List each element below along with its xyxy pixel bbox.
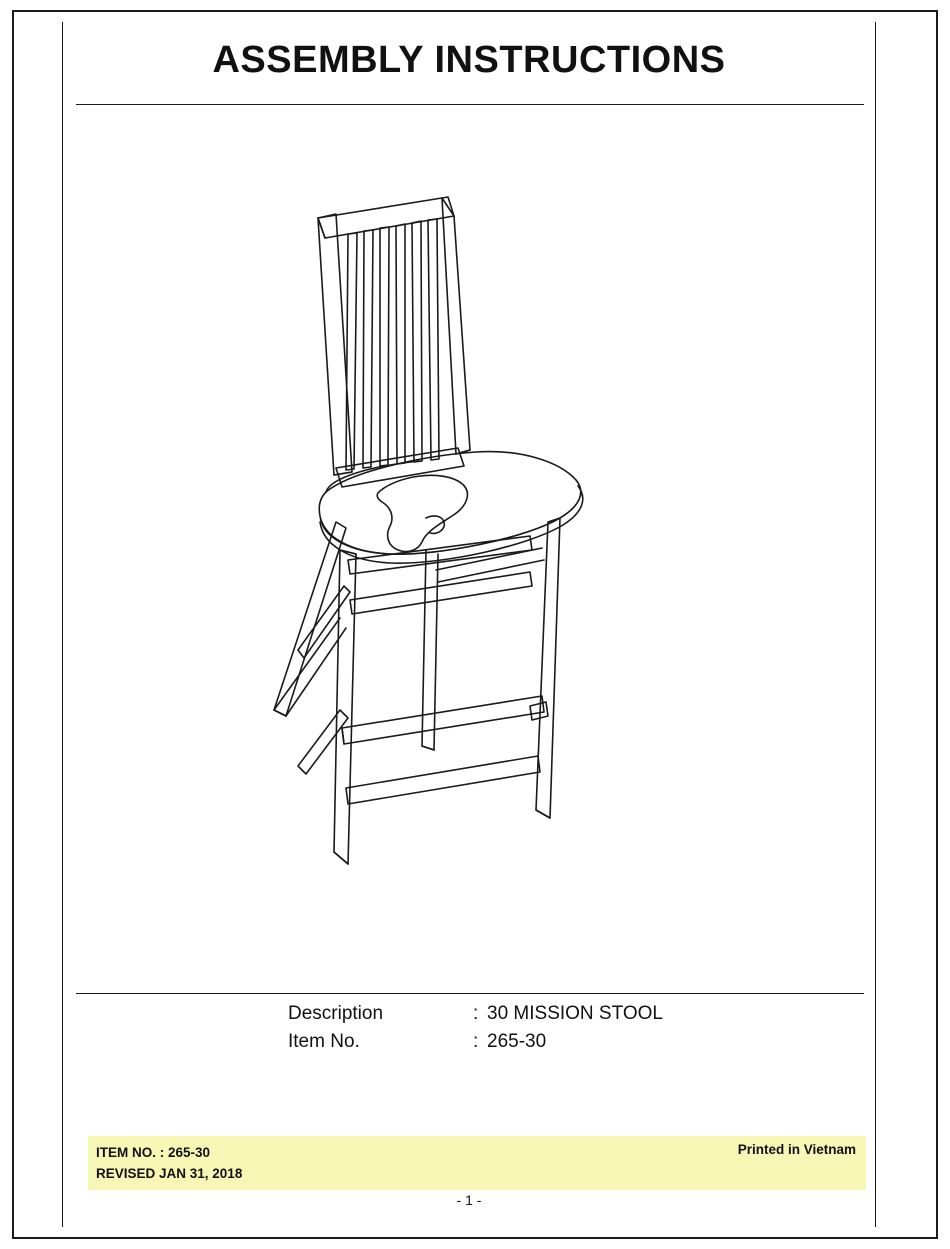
spec-value-item-no: 265-30 [487,1031,547,1052]
page-number: - 1 - [456,1192,482,1208]
stool-illustration [230,150,700,890]
footer-left-text [96,1142,242,1184]
footer-revised-date: REVISED JAN 31, 2018 [96,1166,243,1181]
page-title: ASSEMBLY INSTRUCTIONS [212,39,726,81]
footer-band [88,1136,866,1190]
specification-block [288,1000,848,1056]
spec-colon-description: : [473,1003,479,1024]
spec-row-description [288,1000,848,1028]
description-divider [76,993,864,994]
spec-colon-item-no: : [473,1031,479,1052]
spec-value-description: 30 MISSION STOOL [487,1003,663,1024]
spec-row-item-no [288,1028,848,1056]
spec-label-description: Description [288,1003,384,1024]
page-title-container [62,40,876,82]
spec-label-item-no: Item No. [288,1031,360,1052]
footer-item-no: ITEM NO. : 265-30 [96,1145,211,1160]
footer-printed-in: Printed in Vietnam [737,1142,856,1157]
title-divider [76,104,864,105]
